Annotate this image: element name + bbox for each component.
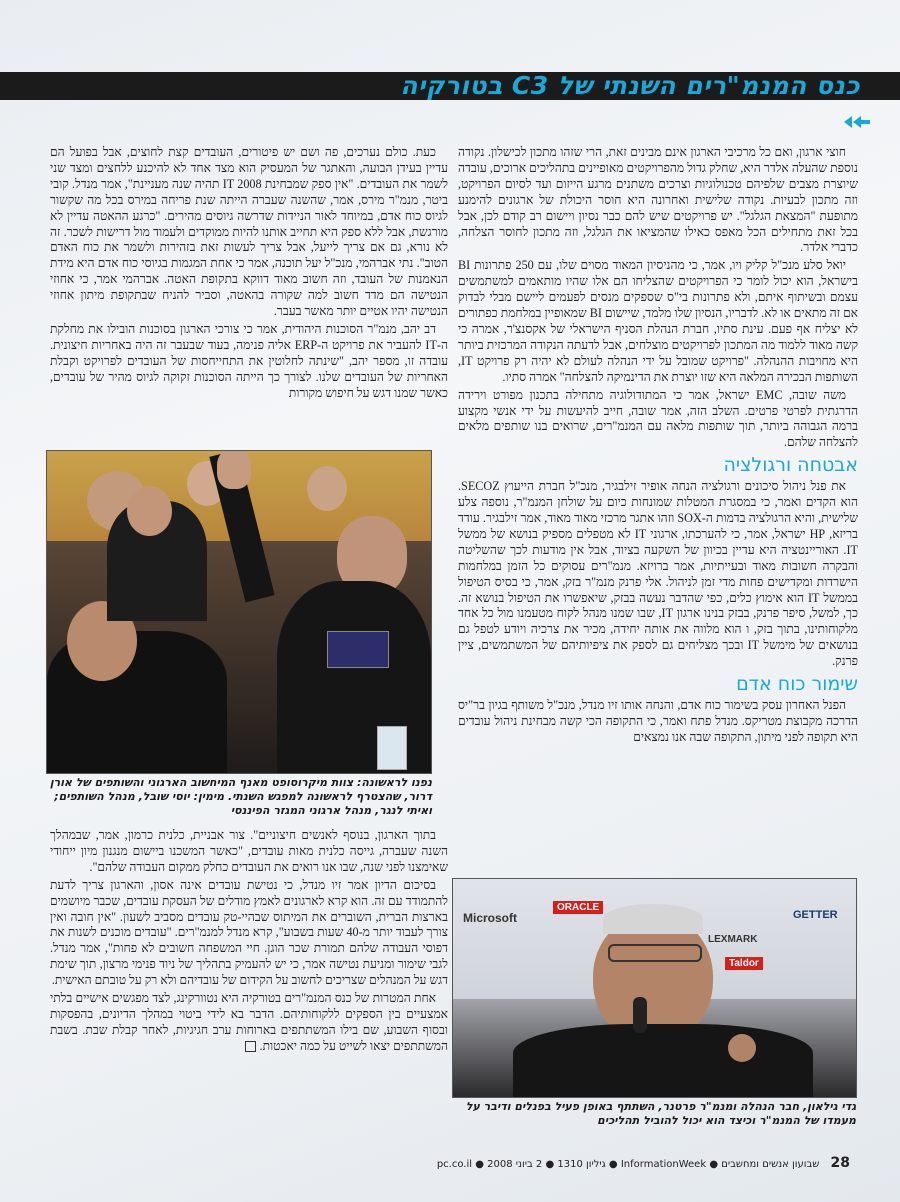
paragraph: בסיכום הדיון אמר זיו מנדל, כי נטישת עובדים אינה אסון, והארגון צריך לדעת להתמודד עם זה. הוא קרא לארגונים לאמץ מודלים של העסקת עובדים, שכבר מיושמים בארצות הברית, השוברים את המיתוס שבהיי-טק עובדים מסביב לשעון. "אין חובה ואין צורך לעבוד יותר מ-40 שעות בשבוע", קרא מנדל למנמ"רים. "עובדים מוכנים לשנות את דפוסי העבודה שלהם תמורת שכר הוגן. חיי המשפחה חשובים לא פחות", אמר מנדל. לגבי שימור ומניעת נטישה אמר, כי יש להעמיק בתהליך של ניוד פנימי מרצון, תוך שימת דגש על המנהלים שצריכים לחשוב על הקידום של עובדיהם ולא רק על טובתם האישית. [50, 877, 448, 988]
paragraph: הפנל האחרון עסק בשימור כוח אדם, והנחה אותו זיו מנדל, מנכ"ל משותף בגיון בר"יס הדרכה מקבוצת מטריקס. מנדל פתח ואמר, כי התקופה הכי קשה מבחינת ניהול עובדים היא תקופה לפני מיתון, התקופה שבה אנו נמצאים [458, 698, 858, 744]
paragraph: חוצי ארגון, ואם כל מרכיבי הארגון אינם מבינים זאת, הרי שזהו מתכון לכישלון. נקודה נוספת שהעלה אלדר היא, שחלק גדול מהפרויקטים מאופיינים בתהליכים ארוכים, עובדה שיוצרת מצבים שלפיהם טכנולוגיות וצרכים משתנים מרגע הייזום ועד לסיום הפרויקט, וזה מתכון לבעיות. נקודה שלישית ואחרונה היא חוסר היכולת של ארגונים להימנע מתופעת "המצאת הגלגל". יש פרויקטים שיש להם כבר נסיון ויישום רב קודם לכן, אבל בכל זאת מתחילים הכל מאפס כאילו שהמציאו את הגלגל, וזה מתכון לחוסר הצלחה, כדברי אלדר. [458, 145, 858, 255]
photo-speaker [452, 878, 857, 1098]
paragraph [50, 991, 448, 1055]
logo-oracle: ORACLE [553, 901, 603, 914]
logo-microsoft: Microsoft [463, 911, 517, 925]
logo-taldor: Taldor [725, 957, 763, 970]
left-column-bottom [50, 828, 448, 1057]
paragraph: יואל סלע מנכ"ל קליק ויו, אמר, כי מהניסיון המאוד מסוים שלו, עם 250 פתרונות BI בישראל, הוא יכול לומר כי הפרויקטים שהצליחו הם אלו שהיו מותאמים למשתמשים עצמם ובשיתוף איתם, ולא פתרונות בי"ס שספקים מנסים לפעמים ליישם מבלי לבדוק אם זה מתאים או לא. לדבריו, הנסיון שלו מלמד, שיישום BI שמאופיין במלחמת כפתורים לא יצליח אף פעם. עינת סתיו, חברת הנהלת הסניף הישראלי של אקסנצ'ר, אמרה כי קשה מאוד ללמוד מה המתכון לפרויקטים מוצלחים, אבל לדעתה הנקודה המרכזית ביותר היא מחויבות ההנהלה. "פרויקט שמובל על ידי הנהלה לעולם לא יהיה רק פרויקט IT, השותפות הבכירה המלאה היא שזו יוצרת את הדינמיקה להצלחה" אמרה סתיו. [458, 258, 858, 384]
paragraph: כעת. כולם נערכים, פה ושם יש פיטורים, העובדים קצת לחוצים, אבל בפועל הם עדיין בעידן הבועה, והאתגר של המעסיק הוא מצד אחד לא להיכנע ללחצים ומצד שני לשמר את העובדים. "אין ספק שמבחינת IT 2008 תהיה שנה מעניינת", אמר מנדל. קובי ביטר, מנמ"ר מירס, אמר, שהשנה שעברה הייתה שנת פריחה במירס בכל מה שקשור לגיוס כוח אדם, במיוחד לאור הניידות שדרשה גיוסים מהירים. "כרגע ההאטה עדיין לא מורגשת, אבל ללא ספק היא תחייב אותנו להיות ממוקדים ולעמוד מול דרישות לשכר. זה לא נורא, גם אם צריך לייעל, אבל צריך לעשות זאת בזהירות ולשמר את כוח האדם הטוב". נתי אברהמי, מנכ"ל יעל תוכנה, אמר כי אחת המגמות בגיוסי כוח אדם היא מידת הנאמנות של העובד, וזה חשוב מאוד דווקא בתקופת האטה. אברהמי אמר, כי אחוזי הנטישה הם מדד חשוב למה שקורה בהאטה, וסביר להניח שבתקופת מיתון אחוזי הנטישה יהיו אטיים יותר מאשר בעבר. [50, 145, 448, 319]
paragraph: דב יהב, מנמ"ר הסוכנות היהודית, אמר כי צורכי הארגון בסוכנות הובילו את מחלקת ה-IT להעביר את פרויקט ה-ERP אליה פנימה, בעוד שבעבר זה היה באחריות חיצונית. עובדה זו, מספר יהב, "שינתה לחלוטין את התחייחסות של העובדים לפרויקט וקבלת האחריות של העובדים שלנו. לצורך כך הייתה הסוכנות זקוקה לגיוס מהיר של עובדים, כאשר שמנו דגש על חיפוש מקורות [50, 321, 448, 400]
paragraph: משה שובה, EMC ישראל, אמר כי המתודולוגיה מתחילה בתכנון מפורט וירידה הדרגתית לפרטי פרטים. השלב הזה, אמר שובה, חייב להיעשות על ידי אנשי מקצוע ברמה הגבוהה ביותר, תוך שותפות מלאה עם המנמ"רים, שרואים בנו שותפים מלאים להצלחה שלהם. [458, 387, 858, 450]
page-title: כנס המנמ"רים השנתי של C3 בטורקיה [400, 71, 860, 100]
photo2-caption: גדי גילאון, חבר הנהלה ומנמ"ר פרטנר, השתתף באופן פעיל בפנלים ודיבר על מעמדו של המנמ"ר וכיצד הוא יכול להוביל תהליכים [465, 1100, 856, 1127]
page-number: 28 [830, 1155, 850, 1171]
right-column [458, 145, 858, 748]
header-left-block [0, 78, 40, 94]
double-arrow-icon [844, 115, 870, 129]
paragraph-text: אחת המטרות של כנס המנמ"רים בטורקיה היא נטוורקינג, לצד מפגשים אישיים בלתי אמצעיים בין הספקים ללקוחותיהם. הדבר בא לידי ביטוי במהלך הדיונים, בהפסקות ובסוף השבוע, שם בילו המשתתפים בארוחות ערב חגיגיות, לאחר קבלת שבת. בשבת המשתתפים יצאו לשייט על כמה יאכטות. [50, 991, 448, 1053]
end-square-icon [245, 1041, 256, 1052]
logo-getter: GETTER [793, 909, 838, 921]
photo-microsoft-team [46, 450, 432, 774]
footer-text: שבועון אנשים ומחשבים ● InformationWeek ● גיליון 1310 ● 2 ביוני 2008 ● pc.co.il [436, 1159, 820, 1170]
section-title-hr: שימור כוח אדם [736, 673, 858, 696]
logo-lexmark: LEXMARK [708, 934, 758, 945]
section-title-security: אבטחה ורגולציה [723, 454, 858, 477]
photo1-caption: נפנו לראשונה: צוות מיקרוסופט מאנף המיחשוב הארגוני והשותפים של אורן דרור, שהצטרף לראשונה למפגש השנתי. מימין: יוסי שובל, מנהל השותפים; ואיתי לנגר, מנהל ארגוני המגזר הפיננסי [49, 776, 432, 817]
paragraph: את פנל ניהול סיכונים ורגולציה הנחה אופיר זילבגיר, מנכ"ל חברת הייעוץ SECOZ. הוא הקדים ואמר, כי במסגרת המטלות שמונחות כיום על שולחן המנמ"ר, נוספה צלע שלישית, והיא הרגולציה בדמות ה-SOX וזהו אתגר מרכזי מאוד מאוד, אמר זילבגיר. עודד בריזא, HP ישראל, אמר, כי להערכתו, ארגוני IT לא מטפלים מספיק בנושא של ממשל IT. האוריינטציה היא עדיין בכיוון של השקעה בציוד, אבל אין מודעות לכך שהשליטה והבקרה חשובות מאוד ובעייתיות, אמר ברויזא. מנמ"רים עסוקים כל הזמן במלחמות הישרדות ומקדישים פחות מדי זמן לניהול. אלי פרנק מנמ"ר בזק, אמר, כי בסיס הטיפול בממשל IT הוא אימוץ כלים, כפי שהדבר נעשה בבזק, שיאפשרו את הטיפול בנושא זה. כך, למשל, סיפר פרנק, בבזק בנינו ארגון IT, שבו שמנו מנהל לקוח מטעמנו מול כל אחד מלקוחותינו, בתוך בזק, ו הוא מלווה את אותה יחידה, מכיר את צרכיה ויודע לטפל גם בנושאים של מימשל IT ובכך מצליחים גם לספק את ציפיותיהם של המשתמשים, ציין פרנק. [458, 479, 859, 669]
footer [420, 1155, 850, 1171]
left-column-top [50, 145, 448, 404]
paragraph: בתוך הארגון, בנוסף לאנשים חיצוניים". צור אבניית, כלנית כרמון, אמר, שבמהלך השנה שעברה, גייסה כלנית מאות עובדים, "כאשר המשכנו ביישום מנגנון מיון ייחודי שאימצנו לפני שנה, שבו אנו רואים את העובדים כחלק ממקום העבודה שלהם". [50, 828, 448, 874]
